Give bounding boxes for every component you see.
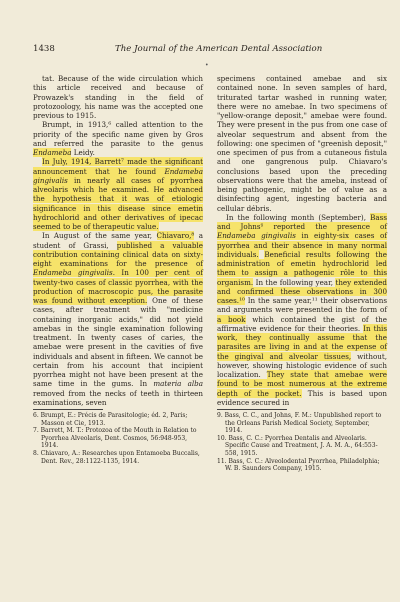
- text-segment: tat. Because of the wide circulation which this article received and because of Prowazek's standing in the field of protozoology, his name was the accepted one previous to 1915.: [33, 74, 203, 120]
- text-segment: This is based upon evidence secured in: [217, 388, 387, 407]
- text-segment: Leidy.: [71, 148, 95, 157]
- text-columns: [33, 74, 387, 473]
- text-segment: Beneficial results following the administration of emetin hydrochlorid led them to assign a pathogenic rôle to this organism.: [217, 249, 387, 287]
- footnote: 9. Bass, C. C., and Johns, F. M.: Unpublished report to the Orleans Parish Medical Society, September, 1914.: [217, 412, 382, 435]
- text-segment: In July, 1914, Barrett: [42, 157, 121, 167]
- text-segment: a student of Grassi,: [33, 231, 204, 250]
- text-segment: materia alba: [153, 379, 204, 389]
- text-segment: called attention to the priority of the specific name given by Gros and referred the parasite to the genus: [33, 120, 204, 148]
- footnote: 8. Chiavaro, A.: Researches upon Entamoeba Buccalis, Dent. Rev., 28:1122-1135, 1914.: [33, 449, 200, 465]
- text-segment: Endameba gingivalis: [33, 166, 203, 185]
- text-segment: ⁹: [260, 222, 264, 231]
- text-segment: which contained the gist of the affirmative evidence for their theories.: [217, 314, 387, 333]
- text-segment: In August of the same year,: [42, 231, 157, 241]
- text-segment: They state that amebae were found to be most numerous at the extreme depth of the pocket.: [217, 370, 387, 398]
- text-segment: they extended and confirmed these observations in 300 cases.: [217, 277, 387, 305]
- text-segment: ¹⁰: [239, 296, 245, 305]
- text-segment: Endameba gingivalis: [217, 231, 296, 241]
- text-segment: One of these cases, after treatment with "medicine containing inorganic acids," did not yield amebas in the single examination following treatment. In twenty cases of caries, the amebae were present in the cavities of five individuals and absent in fifteen. We cannot be certain from his account that incipient pyorrhea might not have been present at the same time in the gums. In: [33, 296, 204, 389]
- text-segment: ¹¹: [311, 296, 318, 305]
- text-segment: ⁸: [191, 231, 195, 241]
- right-column: [217, 74, 387, 473]
- paragraph: [33, 157, 203, 231]
- text-segment: in nearly all cases of pyorrhea alveolaris which he examined. He advanced the hypothesis that it was of etiologic significance in this disease since emetin hydrochlorid and other derivatives of ipecac seemed to be of therapeutic value.: [33, 175, 203, 231]
- footnote: 10. Bass, C. C.: Pyorrhea Dentalis and Alveolaris. Specific Cause and Treatment, J. A. M. A., 64:553-558, 1915.: [217, 434, 378, 457]
- paragraph: [33, 120, 203, 157]
- text-segment: Endameba: [33, 148, 72, 157]
- footnote: 11. Bass, C. C.: Alveolodental Pyorrhea, Philadelphia; W. B. Saunders Company, 1915.: [217, 457, 380, 473]
- text-segment: removed from the necks of teeth in thirteen examinations, seven: [33, 388, 203, 407]
- text-segment: In the following month (September),: [226, 212, 371, 222]
- footnote: 7. Barrett, M. T.: Protozoa of the Mouth in Relation to Pyorrhea Alveolaris, Dent. Cosmos, 56:948-953, 1914.: [33, 427, 197, 450]
- page-number: 1438: [33, 44, 55, 54]
- paragraph: [33, 74, 203, 120]
- text-segment: In the following year,: [253, 277, 336, 287]
- text-segment: made the significant announcement that he found: [33, 157, 203, 176]
- text-segment: Bass and Johns: [217, 212, 387, 231]
- text-segment: ⁷: [120, 157, 124, 167]
- paragraph: [217, 74, 387, 213]
- page-header: [33, 44, 384, 58]
- footnote-rule: [217, 409, 287, 410]
- text-segment: In 100 per cent of twenty-two cases of classic pyorrhea, with the production of macroscopic pus, the parasite was found without exception.: [33, 268, 203, 305]
- journal-title: The Journal of the American Dental Association: [115, 44, 323, 54]
- left-column-body: [33, 74, 203, 407]
- text-segment: In the same year,: [244, 296, 312, 305]
- right-footnotes: [217, 412, 387, 473]
- text-segment: specimens contained amebae and six contained none. In seven samples of hard, triturated tartar washed in running water, there were no amebae. In two specimens of "yellow-orange deposit," amebae were found. They were present in the pus from one case of alveolar sequestrum and absent from the following: one specimen of "greenish deposit," one specimen of pus from a cutaneous fistula and one gangrenous pulp. Chiavaro's conclusions based upon the preceding observations were that the ameba, instead of being pathogenic, might be of value as a disinfecting agent, ingesting bacteria and cellular débris.: [217, 74, 387, 213]
- text-segment: their observations and arguments were presented in the form of: [217, 296, 387, 315]
- text-segment: without, however, showing histologic evidence of such localization.: [217, 351, 387, 379]
- bullet-mark: •: [205, 62, 209, 69]
- text-segment: published a valuable contribution containing clinical data on sixty-eight examinations for the presence of: [33, 240, 203, 268]
- footnote: 6. Brumpt, E.: Précis de Parasitologie; éd. 2, Paris; Masson et Cie, 1913.: [33, 412, 188, 427]
- text-segment: Brumpt, in 1913,: [42, 120, 109, 130]
- footnote-rule: [33, 409, 103, 410]
- text-segment: reported the presence of: [263, 222, 387, 231]
- text-segment: In this work, they continually assume that the parasites are living in and at the expense of the gingival and alveolar tissues,: [217, 323, 387, 361]
- text-segment: Endameba gingivalis.: [33, 268, 115, 278]
- paragraph: [217, 213, 387, 407]
- text-segment: a book: [217, 314, 246, 324]
- text-segment: in eighty-six cases of pyorrhea and their absence in many normal individuals.: [217, 231, 387, 259]
- text-segment: ⁶: [108, 120, 112, 130]
- left-column: [33, 74, 203, 473]
- text-segment: Chiavaro,: [156, 231, 192, 241]
- paragraph: [33, 231, 203, 407]
- left-footnotes: [33, 412, 203, 465]
- right-column-body: [217, 74, 387, 407]
